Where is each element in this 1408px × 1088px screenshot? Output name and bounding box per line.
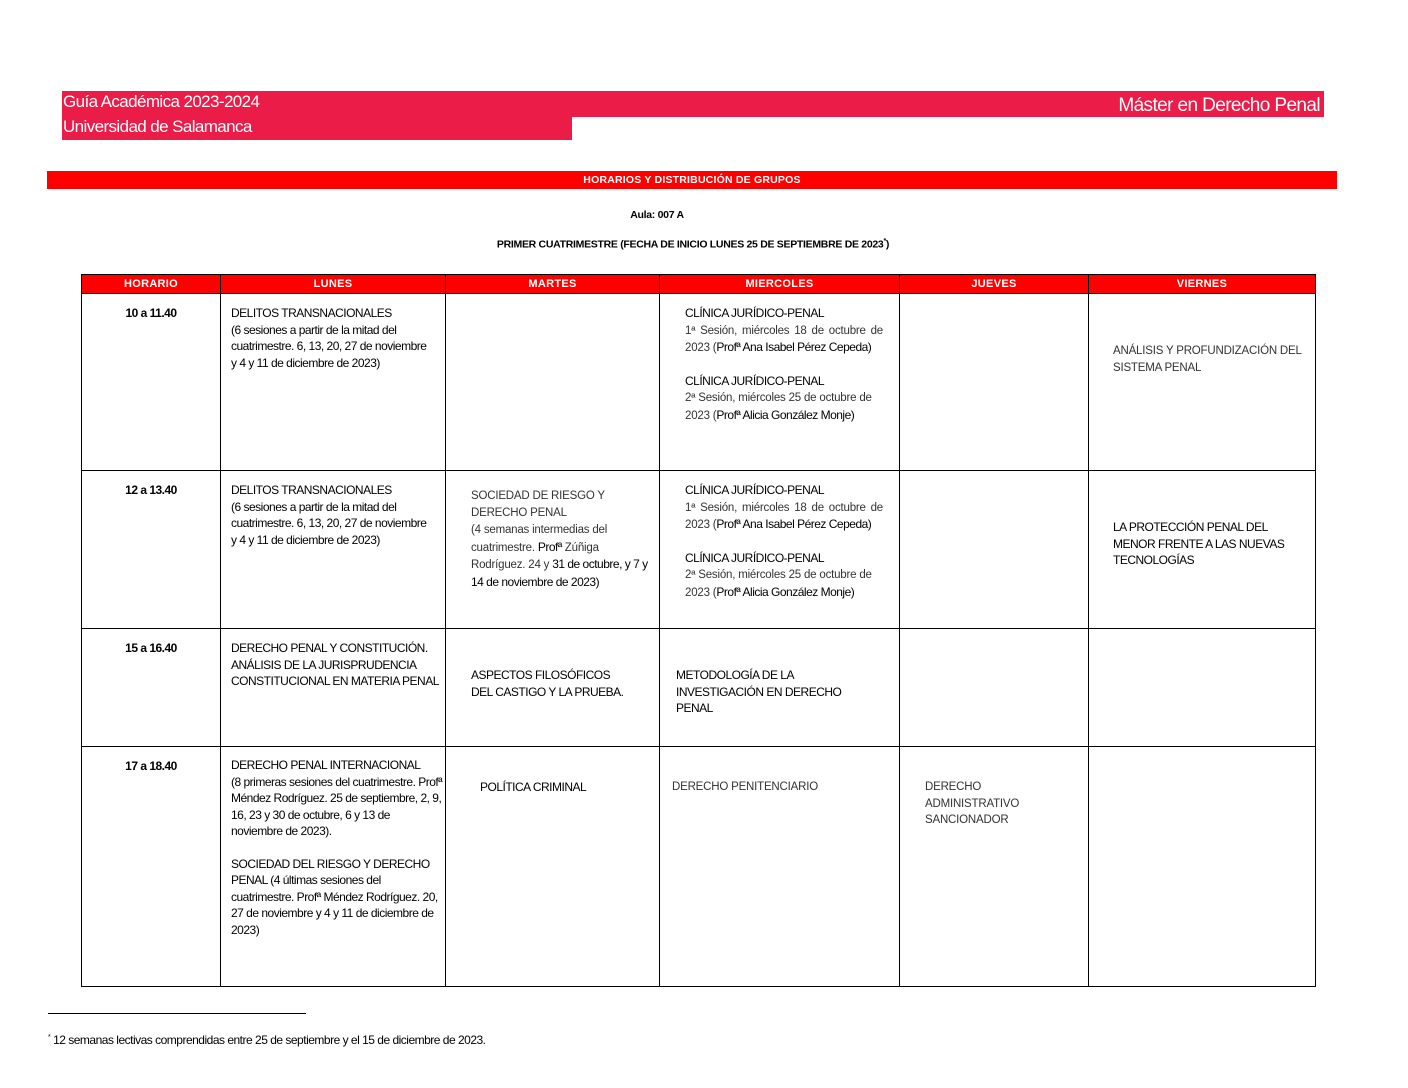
header-jueves: JUEVES xyxy=(900,275,1089,294)
section-title: HORARIOS Y DISTRIBUCIÓN DE GRUPOS xyxy=(47,171,1337,189)
course-title: DERECHO PENAL Y CONSTITUCIÓN. ANÁLISIS DE LA JURISPRUDENCIA CONSTITUCIONAL EN MATERIA PENAL xyxy=(231,641,439,688)
semester-close: ) xyxy=(885,238,890,251)
schedule-cell xyxy=(1089,471,1316,629)
schedule-cell xyxy=(221,294,446,471)
schedule-cell xyxy=(1089,294,1316,471)
schedule-cell xyxy=(900,629,1089,747)
schedule-table xyxy=(81,274,1316,987)
schedule-cell xyxy=(900,471,1089,629)
classroom-label: Aula: 007 A xyxy=(630,209,684,221)
table-row xyxy=(82,747,1316,987)
header-horario: HORARIO xyxy=(82,275,221,294)
course-detail: 1ª Sesión, miércoles 18 de octubre de 2023 (Profª Ana Isabel Pérez Cepeda) xyxy=(685,324,883,354)
schedule-cell xyxy=(1089,747,1316,987)
footnote-divider xyxy=(48,1013,306,1014)
course-detail: 1ª Sesión, miércoles 18 de octubre de 2023 (Profª Ana Isabel Pérez Cepeda) xyxy=(685,501,883,531)
schedule-cell xyxy=(900,294,1089,471)
course-title: CLÍNICA JURÍDICO-PENAL xyxy=(685,483,825,497)
schedule-cell xyxy=(446,629,660,747)
schedule-cell xyxy=(660,471,900,629)
schedule-cell xyxy=(221,471,446,629)
course-detail: (6 sesiones a partir de la mitad del cuatrimestre. 6, 13, 20, 27 de noviembre y 4 y 11 de diciembre de 2023) xyxy=(231,322,427,370)
guide-title: Guía Académica 2023-2024 xyxy=(63,92,260,111)
semester-text: PRIMER CUATRIMESTRE (FECHA DE INICIO LUNES 25 DE SEPTIEMBRE DE 2023 xyxy=(496,238,884,251)
table-row xyxy=(82,294,1316,471)
footnote xyxy=(48,1033,486,1047)
schedule-cell xyxy=(900,747,1089,987)
semester-footnote-mark: * xyxy=(883,238,886,245)
table-row xyxy=(82,629,1316,747)
table-header-row xyxy=(82,275,1316,294)
course-title: ASPECTOS FILOSÓFICOS DEL CASTIGO Y LA PRUEBA. xyxy=(471,668,624,699)
schedule-cell xyxy=(446,471,660,629)
course-detail: 2ª Sesión, miércoles 25 de octubre de 2023 (Profª Alicia González Monje) xyxy=(685,569,872,599)
time-cell: 12 a 13.40 xyxy=(82,471,221,629)
course-title: METODOLOGÍA DE LA INVESTIGACIÓN EN DERECHO PENAL xyxy=(676,668,842,715)
course-detail: SOCIEDAD DEL RIESGO Y DERECHO PENAL (4 últimas sesiones del cuatrimestre. Profª Méndez Rodríguez. 20, 27 de noviembre y 4 y 11 de diciembre de 2023) xyxy=(231,856,438,937)
course-detail: (8 primeras sesiones del cuatrimestre. Profª Méndez Rodríguez. 25 de septiembre, 2, 9, 16, 23 y 30 de octubre, 6 y 13 de noviembre de 2023). xyxy=(231,774,443,838)
course-title: DERECHO PENAL INTERNACIONAL xyxy=(231,758,421,772)
header-miercoles: MIERCOLES xyxy=(660,275,900,294)
program-name: Máster en Derecho Penal xyxy=(1118,95,1320,116)
header-lunes: LUNES xyxy=(221,275,446,294)
course-title: DERECHO PENITENCIARIO xyxy=(672,781,818,793)
course-title: LA PROTECCIÓN PENAL DEL MENOR FRENTE A LAS NUEVAS TECNOLOGÍAS xyxy=(1113,520,1285,567)
schedule-cell xyxy=(1089,629,1316,747)
course-title: DELITOS TRANSNACIONALES xyxy=(231,306,392,320)
university-name: Universidad de Salamanca xyxy=(63,117,252,136)
schedule-cell xyxy=(221,747,446,987)
header-martes: MARTES xyxy=(446,275,660,294)
course-detail: 2ª Sesión, miércoles 25 de octubre de 2023 (Profª Alicia González Monje) xyxy=(685,392,872,422)
table-row xyxy=(82,471,1316,629)
course-title: SOCIEDAD DE RIESGO Y DERECHO PENAL xyxy=(471,490,605,519)
course-title: DERECHO ADMINISTRATIVO SANCIONADOR xyxy=(925,781,1020,826)
schedule-cell xyxy=(446,747,660,987)
course-title: POLÍTICA CRIMINAL xyxy=(480,780,587,794)
header-viernes: VIERNES xyxy=(1089,275,1316,294)
schedule-cell xyxy=(660,747,900,987)
footnote-text: 12 semanas lectivas comprendidas entre 25 de septiembre y el 15 de diciembre de 2023. xyxy=(50,1033,486,1047)
time-cell: 10 a 11.40 xyxy=(82,294,221,471)
time-cell: 17 a 18.40 xyxy=(82,747,221,987)
course-title: CLÍNICA JURÍDICO-PENAL xyxy=(685,306,825,320)
schedule-cell xyxy=(221,629,446,747)
semester-label xyxy=(0,238,1397,251)
course-title: DELITOS TRANSNACIONALES xyxy=(231,483,392,497)
schedule-cell xyxy=(660,629,900,747)
schedule-cell xyxy=(660,294,900,471)
course-detail: (6 sesiones a partir de la mitad del cuatrimestre. 6, 13, 20, 27 de noviembre y 4 y 11 de diciembre de 2023) xyxy=(231,499,427,547)
course-detail: (4 semanas intermedias del cuatrimestre. Profª Zúñiga Rodríguez. 24 y 31 de octubre, y 7 y 14 de noviembre de 2023) xyxy=(471,524,648,589)
time-cell: 15 a 16.40 xyxy=(82,629,221,747)
course-title: CLÍNICA JURÍDICO-PENAL xyxy=(685,550,825,565)
footnote-mark: * xyxy=(48,1034,51,1041)
schedule-cell xyxy=(446,294,660,471)
course-title: ANÁLISIS Y PROFUNDIZACIÓN DEL SISTEMA PENAL xyxy=(1113,345,1302,374)
course-title: CLÍNICA JURÍDICO-PENAL xyxy=(685,373,825,388)
